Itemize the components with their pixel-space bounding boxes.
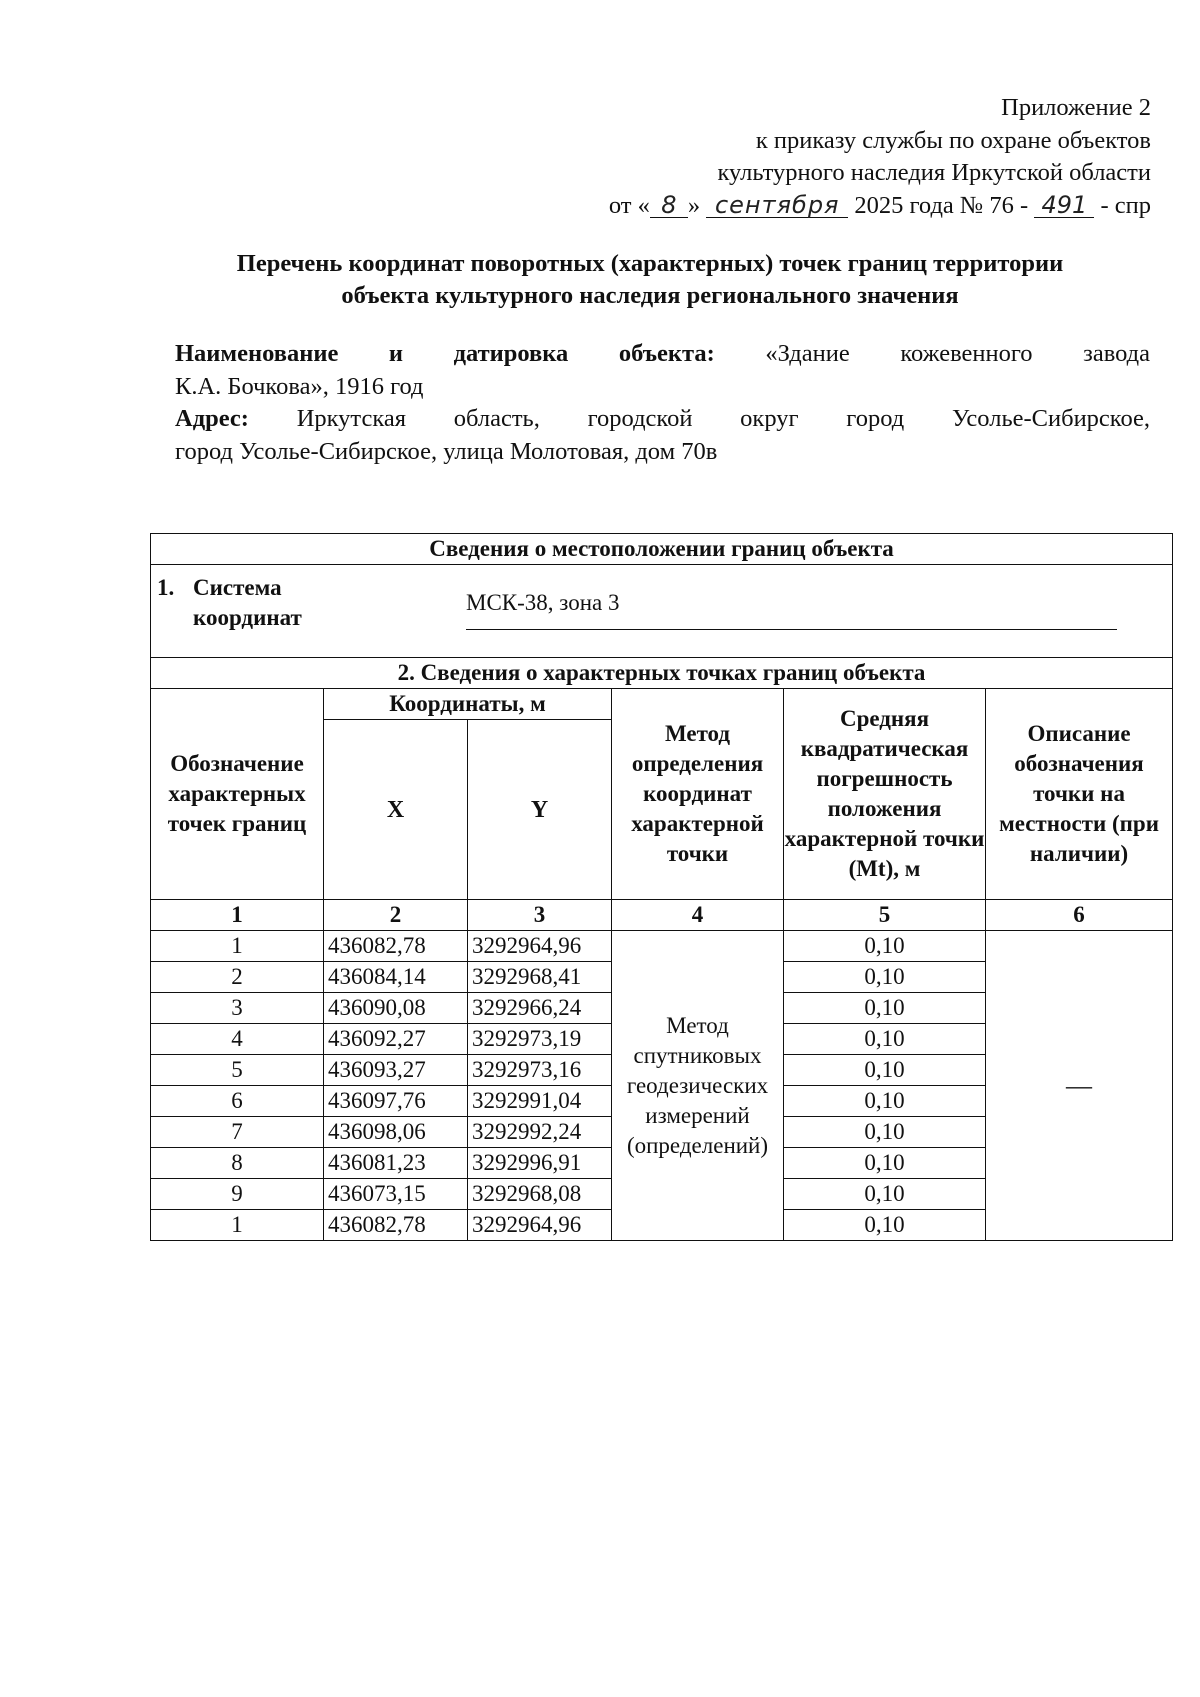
mt-cell: 0,10 xyxy=(784,962,986,993)
y-cell: 3292996,91 xyxy=(468,1148,612,1179)
description-cell: — xyxy=(986,931,1173,1241)
column-number: 2 xyxy=(324,900,468,931)
coordinate-system-underline xyxy=(466,629,1117,630)
mt-cell: 0,10 xyxy=(784,1179,986,1210)
mt-cell: 0,10 xyxy=(784,931,986,962)
header-coordinates: Координаты, м xyxy=(324,689,612,720)
coordinate-system-number: 1. xyxy=(157,575,175,600)
object-address-line-1 xyxy=(175,403,1150,436)
appendix-title: Приложение 2 xyxy=(1001,94,1151,121)
mt-cell: 0,10 xyxy=(784,1055,986,1086)
mt-cell: 0,10 xyxy=(784,1024,986,1055)
year-text: 2025 года № 76 - xyxy=(854,191,1029,219)
object-address-value-1: Иркутская область, городской округ город Усолье-Сибирское, xyxy=(296,405,1151,432)
x-cell: 436084,14 xyxy=(324,962,468,993)
object-name-line-1 xyxy=(175,338,1150,371)
header-x: X xyxy=(324,720,468,900)
appendix-order-line: к приказу службы по охране объектов xyxy=(755,126,1151,154)
point-cell: 6 xyxy=(151,1086,324,1117)
point-cell: 1 xyxy=(151,931,324,962)
coordinate-system-value: МСК-38, зона 3 xyxy=(466,590,620,615)
x-cell: 436098,06 xyxy=(324,1117,468,1148)
section-1-title: Сведения о местоположении границ объекта xyxy=(151,534,1173,565)
column-number: 6 xyxy=(986,900,1173,931)
y-cell: 3292992,24 xyxy=(468,1117,612,1148)
x-cell: 436082,78 xyxy=(324,1210,468,1241)
point-cell: 8 xyxy=(151,1148,324,1179)
document-title xyxy=(150,248,1150,312)
header-y: Y xyxy=(468,720,612,900)
object-name-value-2: К.А. Бочкова», 1916 год xyxy=(175,372,424,400)
mt-cell: 0,10 xyxy=(784,993,986,1024)
coordinate-system-label xyxy=(193,573,393,633)
header-error: Средняя квадратическая погрешность положения характерной точки (Mt), м xyxy=(784,689,986,900)
y-cell: 3292968,08 xyxy=(468,1179,612,1210)
object-info xyxy=(175,338,1150,468)
column-number: 3 xyxy=(468,900,612,931)
point-cell: 4 xyxy=(151,1024,324,1055)
handwritten-day: 8 xyxy=(650,193,688,218)
column-numbers-row xyxy=(151,900,1173,931)
object-name-value-1: «Здание кожевенного завода xyxy=(765,340,1150,367)
x-cell: 436097,76 xyxy=(324,1086,468,1117)
point-cell: 5 xyxy=(151,1055,324,1086)
appendix-date-line xyxy=(609,190,1151,223)
object-address-label: Адрес: xyxy=(175,405,249,432)
mt-cell: 0,10 xyxy=(784,1148,986,1179)
object-name-label: Наименование и датировка объекта: xyxy=(175,340,715,367)
x-cell: 436082,78 xyxy=(324,931,468,962)
point-cell: 3 xyxy=(151,993,324,1024)
header-designation: Обозначение характерных точек границ xyxy=(151,689,324,900)
x-cell: 436093,27 xyxy=(324,1055,468,1086)
coordinates-table xyxy=(150,533,1173,1241)
point-cell: 7 xyxy=(151,1117,324,1148)
coordinate-system-label-2: координат xyxy=(193,605,302,630)
x-cell: 436090,08 xyxy=(324,993,468,1024)
table-row xyxy=(151,931,1173,962)
x-cell: 436073,15 xyxy=(324,1179,468,1210)
x-cell: 436092,27 xyxy=(324,1024,468,1055)
handwritten-month: сентября xyxy=(706,193,848,218)
appendix-agency-line: культурного наследия Иркутской области xyxy=(717,159,1151,186)
date-mid: » xyxy=(687,191,701,219)
y-cell: 3292968,41 xyxy=(468,962,612,993)
column-number: 1 xyxy=(151,900,324,931)
point-cell: 9 xyxy=(151,1179,324,1210)
order-suffix: - спр xyxy=(1100,191,1151,219)
mt-cell: 0,10 xyxy=(784,1210,986,1241)
coordinate-system-label-1: Система xyxy=(193,575,282,600)
mt-cell: 0,10 xyxy=(784,1086,986,1117)
y-cell: 3292964,96 xyxy=(468,931,612,962)
y-cell: 3292991,04 xyxy=(468,1086,612,1117)
coordinate-system-cell xyxy=(151,565,1173,658)
column-number: 4 xyxy=(612,900,784,931)
section-2-title: 2. Сведения о характерных точках границ объекта xyxy=(151,658,1173,689)
header-description: Описание обозначения точки на местности (при наличии) xyxy=(986,689,1173,900)
y-cell: 3292973,19 xyxy=(468,1024,612,1055)
point-cell: 2 xyxy=(151,962,324,993)
title-line-2: объекта культурного наследия регионального значения xyxy=(341,282,959,309)
appendix-header xyxy=(609,92,1151,222)
header-method: Метод определения координат характерной точки xyxy=(612,689,784,900)
date-prefix: от « xyxy=(608,191,650,219)
point-cell: 1 xyxy=(151,1210,324,1241)
handwritten-order-number: 491 xyxy=(1034,193,1094,218)
column-number: 5 xyxy=(784,900,986,931)
x-cell: 436081,23 xyxy=(324,1148,468,1179)
y-cell: 3292973,16 xyxy=(468,1055,612,1086)
title-line-1: Перечень координат поворотных (характерных) точек границ территории xyxy=(236,250,1064,277)
y-cell: 3292966,24 xyxy=(468,993,612,1024)
y-cell: 3292964,96 xyxy=(468,1210,612,1241)
object-address-value-2: город Усолье-Сибирское, улица Молотовая, дом 70в xyxy=(175,437,718,465)
method-cell: Метод спутниковых геодезических измерений (определений) xyxy=(612,931,784,1241)
mt-cell: 0,10 xyxy=(784,1117,986,1148)
